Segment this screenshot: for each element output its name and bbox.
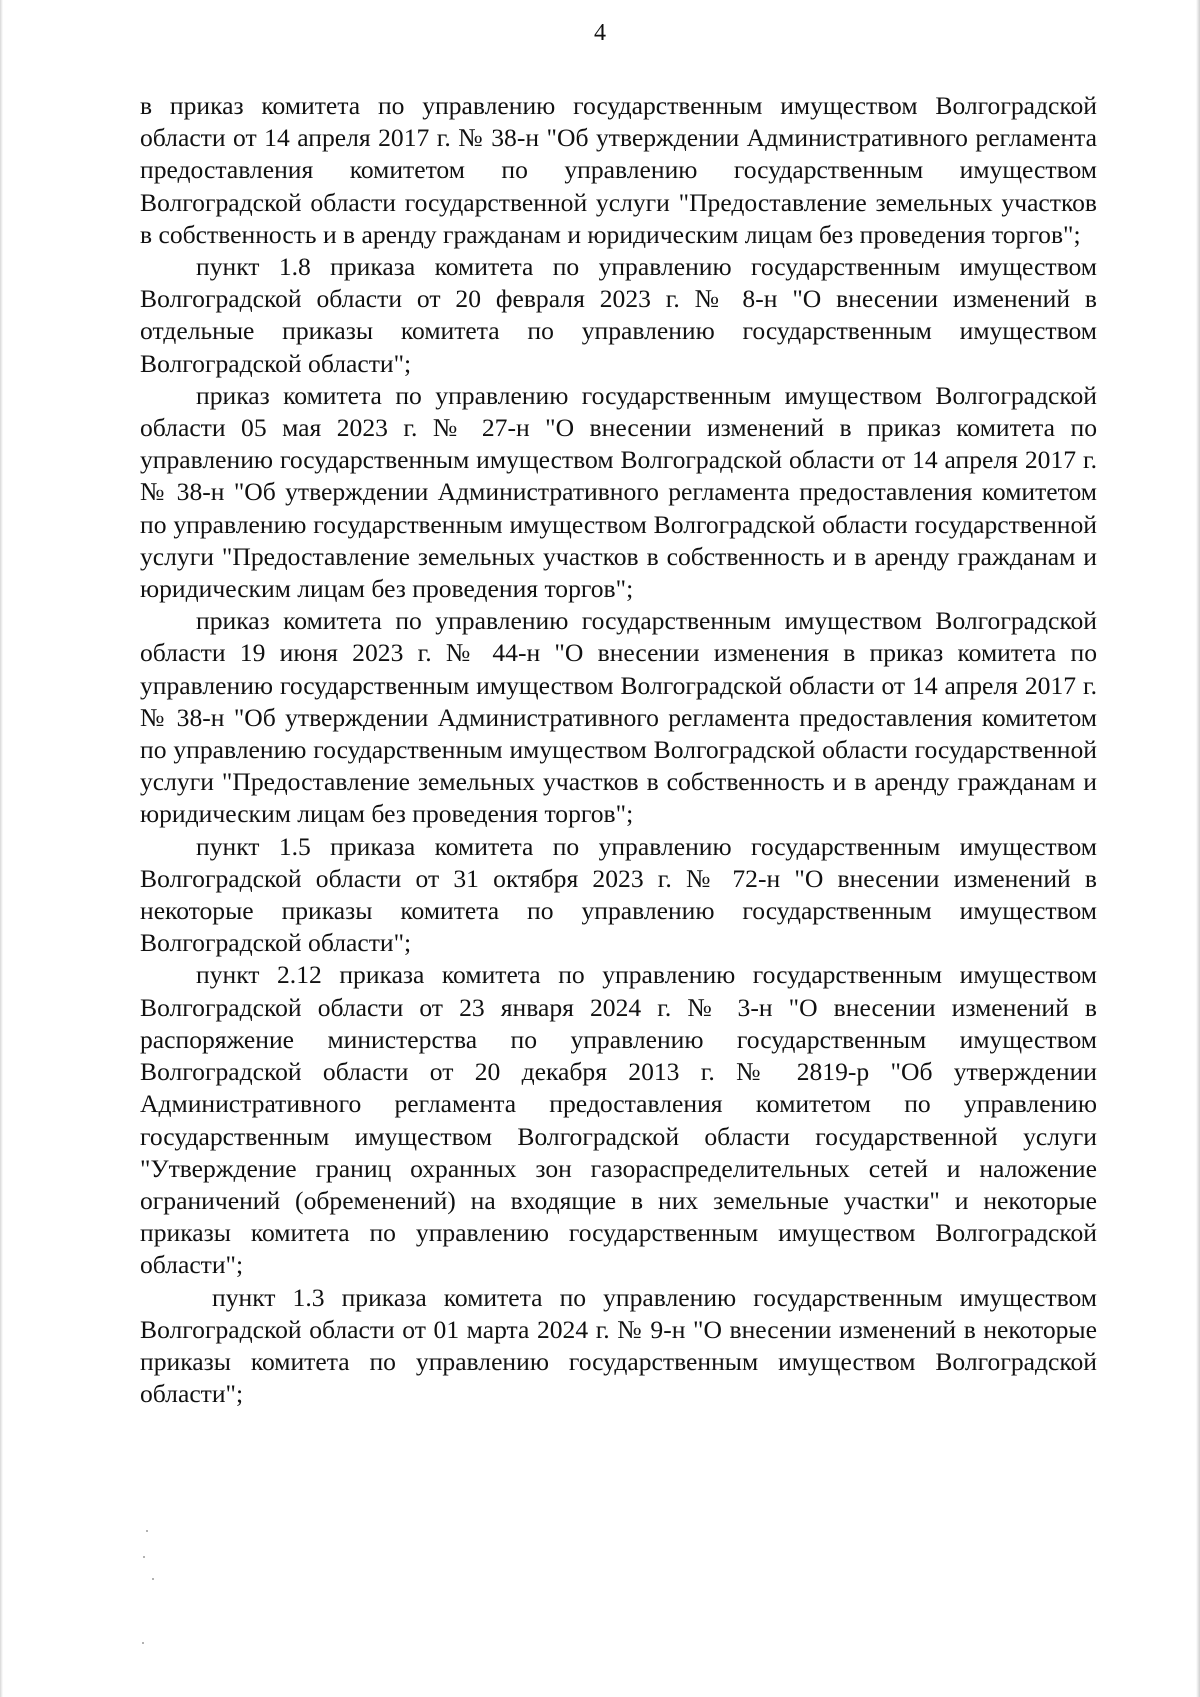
scan-speck bbox=[143, 1556, 145, 1558]
page-number: 4 bbox=[594, 20, 606, 46]
scan-edge-left bbox=[0, 0, 3, 1697]
scan-speck bbox=[146, 1530, 148, 1532]
paragraph-5: пункт 1.5 приказа комитета по управлению государственным имуществом Волгоградской области от 31 октября 2023 г. № 72-н "О внесении изменений в некоторые приказы комитета по управлению государственным имуществом Волгоградской области"; bbox=[140, 831, 1097, 958]
paragraph-2: пункт 1.8 приказа комитета по управлению государственным имуществом Волгоградской области от 20 февраля 2023 г. № 8-н "О внесении изменений в отдельные приказы комитета по управлению государственным имуществом Волгоградской области"; bbox=[140, 252, 1097, 378]
paragraph-4: приказ комитета по управлению государственным имуществом Волгоградской области 19 июня 2023 г. № 44-н "О внесении изменения в приказ комитета по управлению государственным имуществом Волгоградской области от 14 апреля 2017 г. № 38-н "Об утверждении Административного регламента предоставления комитетом по управлению государственным имуществом Волгоградской области государственной услуги "Предоставление земельных участков в собственность и в аренду гражданам и юридическим лицам без проведения торгов"; bbox=[140, 606, 1097, 829]
scan-speck bbox=[152, 1578, 154, 1580]
scan-speck bbox=[142, 1642, 144, 1644]
paragraph-7: пункт 1.3 приказа комитета по управлению государственным имуществом Волгоградской области от 01 марта 2024 г. № 9-н "О внесении изменений в некоторые приказы комитета по управлению государственным имуществом Волгоградской области"; bbox=[140, 1282, 1097, 1409]
scan-specks bbox=[140, 1530, 180, 1650]
paragraph-3: приказ комитета по управлению государственным имуществом Волгоградской области 05 мая 2023 г. № 27-н "О внесении изменений в приказ комитета по управлению государственным имуществом Волгоградской области от 14 апреля 2017 г. № 38-н "Об утверждении Административного регламента предоставления комитетом по управлению государственным имуществом Волгоградской области государственной услуги "Предоставление земельных участков в собственность и в аренду гражданам и юридическим лицам без проведения торгов"; bbox=[140, 380, 1097, 604]
scan-edge-right bbox=[1196, 0, 1200, 1697]
paragraph-6: пункт 2.12 приказа комитета по управлению государственным имуществом Волгоградской области от 23 января 2024 г. № 3-н "О внесении изменений в распоряжение министерства по управлению государственным имуществом Волгоградской области от 20 декабря 2013 г. № 2819-р "Об утверждении Административного регламента предоставления комитетом по управлению государственным имуществом Волгоградской области государственной услуги "Утверждение границ охранных зон газораспределительных сетей и наложение ограничений (обременений) на входящие в них земельные участки" и некоторые приказы комитета по управлению государственным имуществом Волгоградской области"; bbox=[140, 960, 1097, 1280]
paragraph-1: в приказ комитета по управлению государственным имуществом Волгоградской области от 14 апреля 2017 г. № 38-н "Об утверждении Административного регламента предоставления комитетом по управлению государственным имуществом Волгоградской области государственной услуги "Предоставление земельных участков в собственность и в аренду гражданам и юридическим лицам без проведения торгов"; bbox=[140, 91, 1097, 249]
document-body bbox=[140, 90, 1097, 1410]
